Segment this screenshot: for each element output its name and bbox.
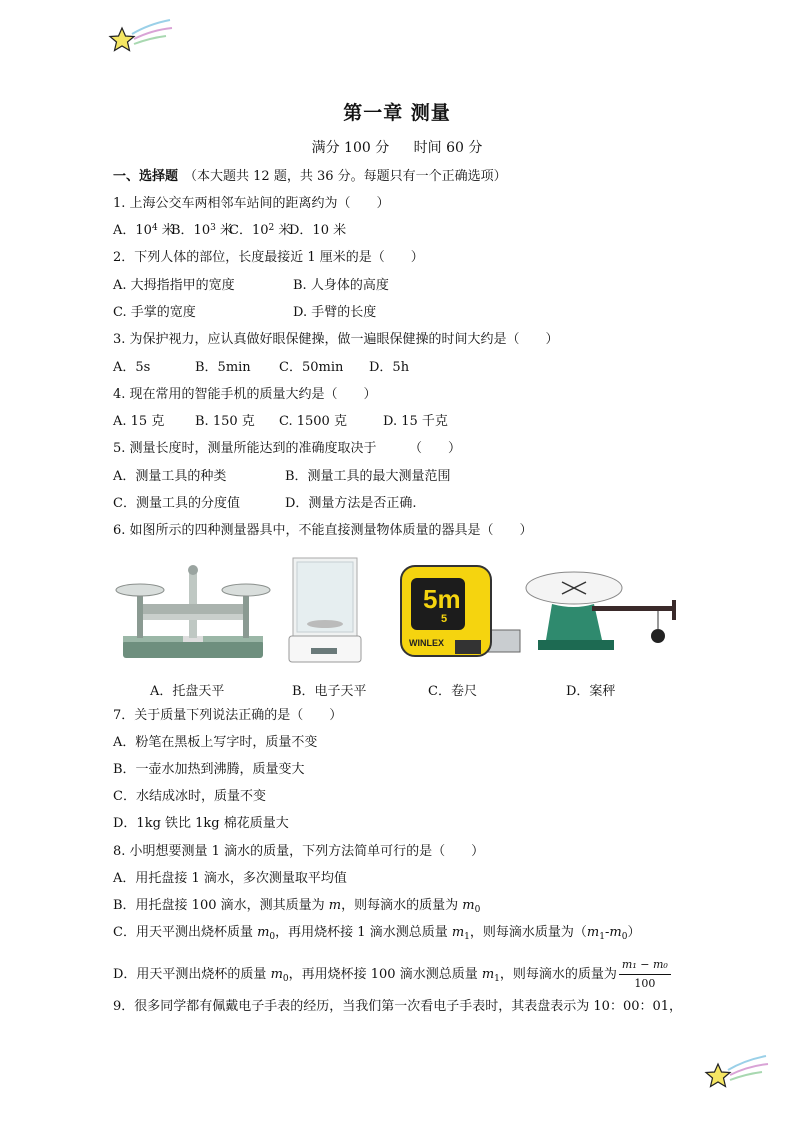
question-4-options bbox=[113, 413, 448, 431]
option-b: B．测量工具的最大测量范围 bbox=[285, 469, 451, 484]
question-4-stem: 4. 现在常用的智能手机的质量大约是（ ） bbox=[113, 387, 377, 402]
option-c: C．50min bbox=[279, 360, 344, 375]
question-3-options bbox=[113, 359, 409, 377]
option-c: C．测量工具的分度值 bbox=[113, 496, 240, 511]
question-8-stem: 8. 小明想要测量 1 滴水的质量，下列方法简单可行的是（ ） bbox=[113, 844, 485, 859]
image-caption-c: C．卷尺 bbox=[428, 684, 477, 699]
image-caption-b: B．电子天平 bbox=[292, 684, 367, 699]
tape-brand: WINLEX bbox=[409, 638, 444, 648]
question-1-options bbox=[113, 222, 346, 240]
option-b: B．$10^3$ 米 bbox=[171, 223, 233, 238]
question-7-option-a: A．粉笔在黑板上写字时，质量不变 bbox=[113, 735, 318, 750]
question-5-stem: 5. 测量长度时，测量所能达到的准确度取决于 （ ） bbox=[113, 441, 462, 456]
question-8-option-a: A．用托盘接 1 滴水，多次测量取平均值 bbox=[113, 871, 347, 886]
image-caption-d: D．案秤 bbox=[566, 684, 616, 699]
tape-size-label: 5m bbox=[423, 584, 461, 614]
tape-size-sub: 5 bbox=[441, 613, 448, 625]
question-9-stem: 9．很多同学都有佩戴电子手表的经历，当我们第一次看电子手表时，其表盘表示为 10：00：01， bbox=[113, 999, 683, 1014]
fraction-numerator: m₁ − m₀ bbox=[619, 956, 671, 975]
option-d: D. 手臂的长度 bbox=[293, 305, 377, 320]
question-7-stem: 7．关于质量下列说法正确的是（ ） bbox=[113, 708, 343, 723]
question-2-options-row2 bbox=[113, 304, 376, 322]
star-decoration-top-icon bbox=[104, 14, 174, 60]
electronic-balance-image bbox=[285, 552, 365, 670]
question-8-option-c: C．用天平测出烧杯质量 $m_0$，再用烧杯接 1 滴水测总质量 $m_1$，则每滴水质量为$(m_1-m_0)$ bbox=[113, 925, 641, 942]
option-c: C. 手掌的宽度 bbox=[113, 305, 196, 320]
question-2-stem: 2．下列人体的部位，长度最接近 1 厘米的是（ ） bbox=[113, 250, 424, 265]
option-a: A. 大拇指指甲的宽度 bbox=[113, 278, 235, 293]
option-b: B．5min bbox=[195, 360, 251, 375]
tape-measure-image bbox=[395, 560, 525, 668]
platform-scale-image bbox=[522, 560, 682, 660]
section-heading bbox=[113, 168, 507, 186]
star-decoration-bottom-icon bbox=[700, 1050, 770, 1096]
question-1-stem: 1. 上海公交车两相邻车站间的距离约为（ ） bbox=[113, 196, 390, 211]
tray-balance-image bbox=[113, 552, 273, 670]
section-note: （本大题共 12 题，共 36 分。每题只有一个正确选项） bbox=[184, 169, 507, 184]
option-c: C．$10^2$ 米 bbox=[229, 223, 292, 238]
option-a: A．$10^4$ 米 bbox=[113, 223, 175, 238]
section-title: 一、选择题 bbox=[113, 169, 179, 184]
question-7-option-b: B．一壶水加热到沸腾，质量变大 bbox=[113, 762, 305, 777]
option-b: B. 人身体的高度 bbox=[293, 278, 389, 293]
question-5-options-row2 bbox=[113, 495, 417, 513]
option-d: D．5h bbox=[369, 360, 410, 375]
option-b: B. 150 克 bbox=[195, 414, 255, 429]
question-5-options-row1 bbox=[113, 468, 451, 486]
option-d: D. 15 千克 bbox=[383, 414, 448, 429]
image-caption-a: A．托盘天平 bbox=[150, 684, 225, 699]
option-c: C. 1500 克 bbox=[279, 414, 347, 429]
option-a: A. 15 克 bbox=[113, 414, 165, 429]
question-7-option-d: D．1kg 铁比 1kg 棉花质量大 bbox=[113, 816, 289, 831]
question-2-options-row1 bbox=[113, 277, 389, 295]
option-a: A．测量工具的种类 bbox=[113, 469, 227, 484]
fraction-denominator: 100 bbox=[634, 977, 656, 990]
full-score: 满分 100 分 bbox=[311, 140, 390, 156]
fraction bbox=[619, 956, 671, 993]
question-7-option-c: C．水结成冰时，质量不变 bbox=[113, 789, 266, 804]
page-title: 第一章 测量 bbox=[343, 102, 451, 124]
option-a: A．5s bbox=[113, 360, 151, 375]
question-3-stem: 3. 为保护视力，应认真做好眼保健操，做一遍眼保健操的时间大约是（ ） bbox=[113, 332, 559, 347]
option-d: D．测量方法是否正确. bbox=[285, 496, 417, 511]
option-d: D．10 米 bbox=[289, 223, 347, 238]
question-8-option-d: D．用天平测出烧杯的质量 $m_0$，再用烧杯接 100 滴水测总质量 $m_1$，则每滴水的质量为 $\frac{\text{m₁ − m₀}}{100}$ bbox=[113, 956, 671, 993]
exam-info bbox=[0, 137, 794, 157]
question-8-option-b: B．用托盘接 100 滴水，测其质量为 m，则每滴水的质量为 $m_0$ bbox=[113, 898, 481, 915]
question-6-stem: 6. 如图所示的四种测量器具中，不能直接测量物体质量的器具是（ ） bbox=[113, 523, 533, 538]
exam-time: 时间 60 分 bbox=[413, 140, 483, 156]
